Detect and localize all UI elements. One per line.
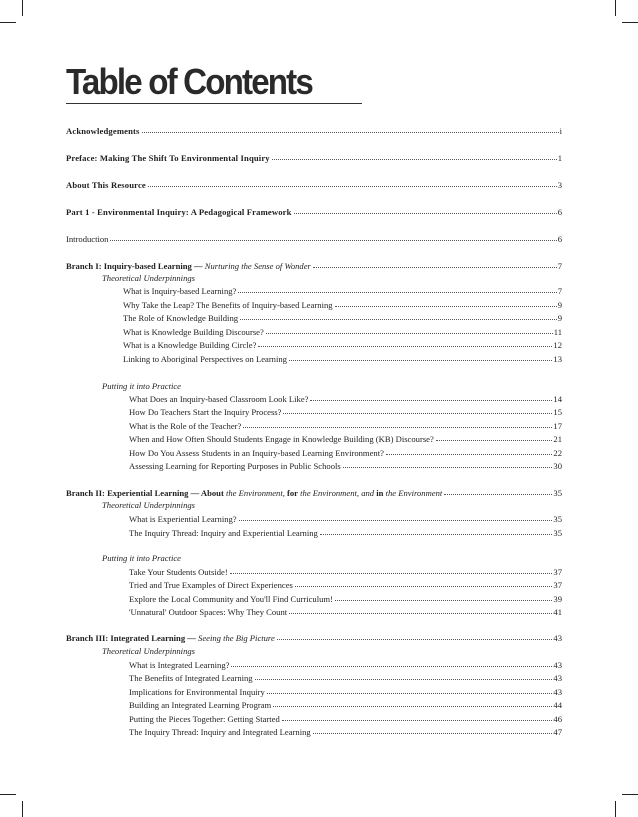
toc-entry-text: What is Inquiry-based Learning? <box>123 286 237 296</box>
section-label: Putting it into Practice <box>102 381 182 391</box>
dot-leader <box>272 153 557 160</box>
crop-mark <box>0 22 16 23</box>
toc-entry-text: Acknowledgements <box>66 126 140 136</box>
toc-page-number: 6 <box>557 234 562 244</box>
toc-page-number: 35 <box>553 488 562 498</box>
toc-entry[interactable] <box>123 327 562 338</box>
toc-entry-text: Part 1 - Environmental Inquiry: A Pedagogical Framework <box>66 207 292 217</box>
toc-entry[interactable] <box>123 286 562 297</box>
branch-env: the Environment, <box>300 488 360 498</box>
toc-page-number: 41 <box>553 607 562 617</box>
toc-entry-text: What is Knowledge Building Discourse? <box>123 327 264 337</box>
dot-leader <box>295 580 553 587</box>
dot-leader <box>436 434 553 441</box>
toc-page-number: 21 <box>553 434 562 444</box>
toc-page-number: 37 <box>553 580 562 590</box>
toc-page-number: 37 <box>553 567 562 577</box>
section-label: Theoretical Underpinnings <box>102 273 196 283</box>
dot-leader <box>148 180 557 187</box>
dot-leader <box>313 261 557 268</box>
toc-entry[interactable] <box>123 313 562 324</box>
page-title: Table of Contents <box>66 61 312 102</box>
crop-mark <box>622 794 638 795</box>
toc-page-number: 9 <box>557 300 562 310</box>
toc-entry-text: What Does an Inquiry-based Classroom Look Like? <box>129 394 309 404</box>
dot-leader <box>289 607 552 614</box>
toc-page-number: 43 <box>553 660 562 670</box>
dot-leader <box>343 461 553 468</box>
branch-dash: — <box>191 261 205 271</box>
toc-entry-text: How Do You Assess Students in an Inquiry-based Learning Environment? <box>129 448 384 458</box>
toc-branch-heading[interactable] <box>66 633 562 644</box>
toc-entry-text: Assessing Learning for Reporting Purposes in Public Schools <box>129 461 341 471</box>
toc-entry[interactable] <box>129 727 562 738</box>
toc-entry-text <box>66 261 311 272</box>
toc-entry-text: Linking to Aboriginal Perspectives on Learning <box>123 354 287 364</box>
dot-leader <box>238 286 556 293</box>
branch-dash: — <box>185 633 199 643</box>
toc-entry[interactable] <box>129 448 562 459</box>
crop-mark <box>622 22 638 23</box>
toc-entry-text: Take Your Students Outside! <box>129 567 228 577</box>
branch-title: Branch III: Integrated Learning <box>66 633 186 643</box>
dot-leader <box>310 394 552 401</box>
toc-page-number: 39 <box>553 594 562 604</box>
branch-and: and <box>361 488 375 498</box>
dot-leader <box>142 126 559 133</box>
toc-entry[interactable] <box>123 354 562 365</box>
dot-leader <box>266 327 553 334</box>
toc-entry-text: What is Experiential Learning? <box>129 514 237 524</box>
dot-leader <box>386 448 552 455</box>
dot-leader <box>444 488 552 495</box>
toc-entry-text: 'Unnatural' Outdoor Spaces: Why They Count <box>129 607 288 617</box>
dot-leader <box>294 207 557 214</box>
toc-entry-text: How Do Teachers Start the Inquiry Process? <box>129 407 282 417</box>
toc-entry[interactable] <box>129 594 562 605</box>
toc-page-number: 3 <box>557 180 562 190</box>
toc-entry[interactable] <box>129 687 562 698</box>
dot-leader <box>258 340 552 347</box>
toc-page-number: i <box>559 126 562 136</box>
toc-page-number: 44 <box>553 700 562 710</box>
toc-entry-text: When and How Often Should Students Engage in Knowledge Building (KB) Discourse? <box>129 434 434 444</box>
toc-page-number: 35 <box>553 514 562 524</box>
toc-entry[interactable] <box>123 300 562 311</box>
toc-entry-text: The Role of Knowledge Building <box>123 313 239 323</box>
toc-entry[interactable] <box>129 607 562 618</box>
section-label: Theoretical Underpinnings <box>102 500 196 510</box>
toc-page-number: 6 <box>557 207 562 217</box>
dot-leader <box>273 700 552 707</box>
dot-leader <box>239 514 553 521</box>
toc-page-number: 12 <box>553 340 562 350</box>
toc-page-number: 15 <box>553 407 562 417</box>
toc-entry-text: Building an Integrated Learning Program <box>129 700 272 710</box>
branch-subtitle: Seeing the Big Picture <box>198 633 275 643</box>
toc-page-number: 30 <box>553 461 562 471</box>
branch-about: About <box>200 488 224 498</box>
toc-entry-text: What is the Role of the Teacher? <box>129 421 242 431</box>
branch-dash: — <box>188 488 201 498</box>
toc-entry-text <box>66 488 442 499</box>
crop-mark <box>615 0 616 16</box>
toc-entry[interactable] <box>123 340 562 351</box>
toc-entry-text: What is a Knowledge Building Circle? <box>123 340 257 350</box>
toc-page-number: 11 <box>553 327 562 337</box>
toc-list <box>66 0 562 817</box>
toc-entry[interactable] <box>129 660 562 671</box>
toc-entry-text: Preface: Making The Shift To Environmental Inquiry <box>66 153 270 163</box>
toc-page-number: 1 <box>557 153 562 163</box>
dot-leader <box>243 421 552 428</box>
branch-subtitle: Nurturing the Sense of Wonder <box>204 261 311 271</box>
toc-page-number: 43 <box>553 633 562 643</box>
dot-leader <box>320 528 553 535</box>
toc-entry[interactable] <box>129 434 562 445</box>
toc-entry[interactable] <box>129 421 562 432</box>
toc-entry-text: The Inquiry Thread: Inquiry and Experiential Learning <box>129 528 318 538</box>
branch-env: the Environment <box>385 488 443 498</box>
dot-leader <box>277 633 553 640</box>
toc-entry[interactable] <box>129 580 562 591</box>
branch-in: in <box>376 488 384 498</box>
toc-entry[interactable] <box>129 700 562 711</box>
toc-entry-text: About This Resource <box>66 180 146 190</box>
toc-page-number: 7 <box>557 286 562 296</box>
section-label: Theoretical Underpinnings <box>102 646 196 656</box>
toc-entry-text: The Inquiry Thread: Inquiry and Integrated Learning <box>129 727 311 737</box>
dot-leader <box>283 407 552 414</box>
toc-page-number: 47 <box>553 727 562 737</box>
toc-entry-text: Explore the Local Community and You'll Find Curriculum! <box>129 594 333 604</box>
dot-leader <box>267 687 553 694</box>
dot-leader <box>255 673 553 680</box>
crop-mark <box>0 794 16 795</box>
branch-env: the Environment, <box>225 488 285 498</box>
dot-leader <box>335 594 552 601</box>
crop-mark <box>22 0 23 16</box>
toc-page-number: 14 <box>553 394 562 404</box>
toc-entry[interactable] <box>66 153 562 164</box>
dot-leader <box>230 567 553 574</box>
dot-leader <box>282 714 553 721</box>
toc-entry[interactable] <box>129 528 562 539</box>
toc-entry-text: Why Take the Leap? The Benefits of Inquiry-based Learning <box>123 300 333 310</box>
dot-leader <box>289 354 552 361</box>
toc-entry[interactable] <box>129 394 562 405</box>
toc-entry[interactable] <box>66 126 562 137</box>
toc-branch-heading[interactable] <box>66 488 562 499</box>
toc-entry-text: Tried and True Examples of Direct Experiences <box>129 580 293 590</box>
toc-entry[interactable] <box>66 207 562 218</box>
toc-page-number: 7 <box>557 261 562 271</box>
toc-entry-text: The Benefits of Integrated Learning <box>129 673 253 683</box>
toc-entry[interactable] <box>129 714 562 725</box>
toc-entry[interactable] <box>66 180 562 191</box>
toc-entry-text: Implications for Environmental Inquiry <box>129 687 265 697</box>
toc-entry-text: What is Integrated Learning? <box>129 660 230 670</box>
toc-entry[interactable] <box>66 234 562 245</box>
dot-leader <box>231 660 552 667</box>
toc-entry-text <box>66 633 275 644</box>
branch-title: Branch I: Inquiry-based Learning <box>66 261 192 271</box>
branch-title: Branch II: Experiential Learning <box>66 488 189 498</box>
toc-entry[interactable] <box>129 514 562 525</box>
toc-page-number: 46 <box>553 714 562 724</box>
branch-for: for <box>287 488 298 498</box>
toc-entry[interactable] <box>129 407 562 418</box>
toc-entry[interactable] <box>129 567 562 578</box>
dot-leader <box>335 300 557 307</box>
toc-page-number: 17 <box>553 421 562 431</box>
toc-page-number: 43 <box>553 673 562 683</box>
toc-page-number: 22 <box>553 448 562 458</box>
toc-branch-heading[interactable] <box>66 261 562 272</box>
toc-entry[interactable] <box>129 461 562 472</box>
toc-page-number: 43 <box>553 687 562 697</box>
toc-page-number: 13 <box>553 354 562 364</box>
toc-page-number: 35 <box>553 528 562 538</box>
toc-entry[interactable] <box>129 673 562 684</box>
dot-leader <box>313 727 553 734</box>
dot-leader <box>110 234 556 241</box>
crop-mark <box>22 801 23 817</box>
section-label: Putting it into Practice <box>102 553 182 563</box>
crop-mark <box>615 801 616 817</box>
dot-leader <box>240 313 557 320</box>
toc-page-number: 9 <box>557 313 562 323</box>
toc-entry-text: Putting the Pieces Together: Getting Started <box>129 714 280 724</box>
toc-entry-text: Introduction <box>66 234 109 244</box>
